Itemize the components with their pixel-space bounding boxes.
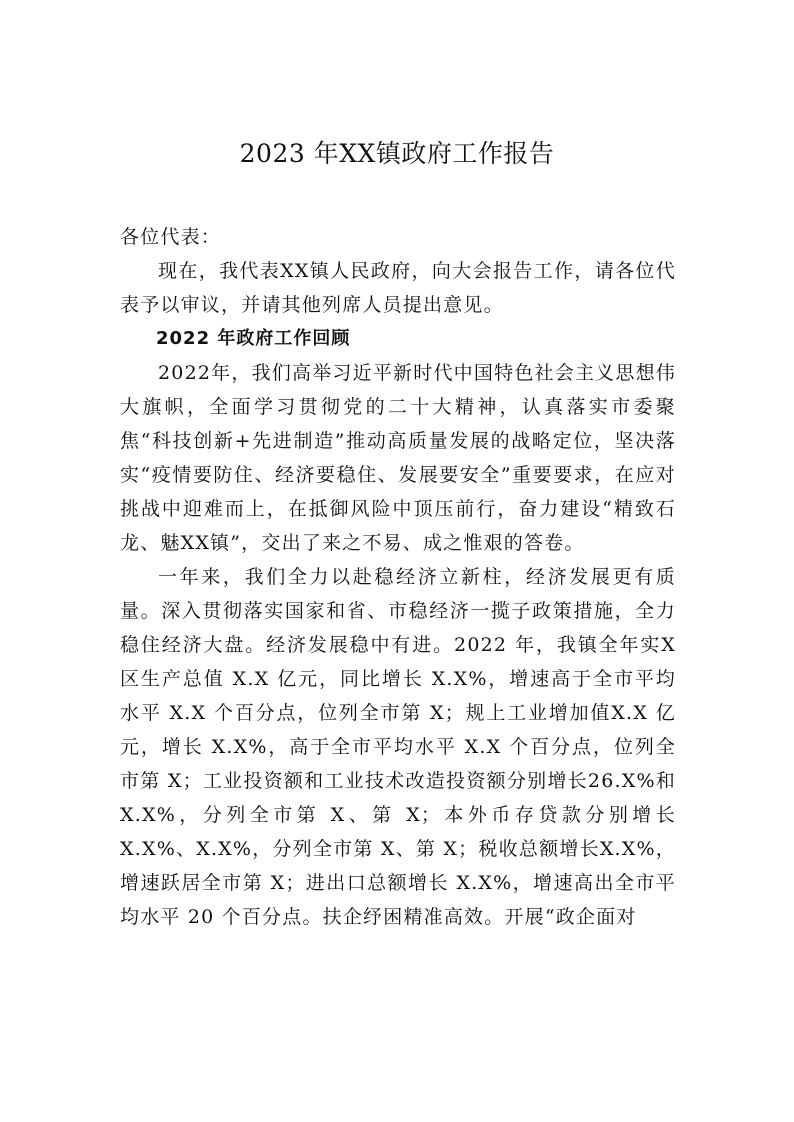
- economy-paragraph: 一年来，我们全力以赴稳经济立新柱，经济发展更有质量。深入贯彻落实国家和省、市稳经济一揽子政策措施，全力稳住经济大盘。经济发展稳中有进。2022 年，我镇全年实X区生产总值 X.X 亿元，同比增长 X.X%，增速高于全市平均水平 X.X 个百分点，位列全市第 X；规上工业增加值X.X 亿元，增长 X.X%，高于全市平均水平 X.X 个百分点，位列全市第 X；工业投资额和工业技术改造投资额分别增长26.X%和 X.X%，分列全市第 X、第 X；本外币存贷款分别增长 X.X%、X.X%，分列全市第 X、第 X；税收总额增长X.X%， 增速跃居全市第 X；进出口总额增长 X.X%，增速高出全市平均水平 20 个百分点。扶企纾困精准高效。开展“政企面对: [120, 566, 676, 928]
- document-body: [120, 220, 676, 934]
- intro-paragraph: 现在，我代表XX镇人民政府，向大会报告工作，请各位代表予以审议，并请其他列席人员提出意见。: [120, 260, 676, 316]
- document-title: 2023 年XX镇政府工作报告: [239, 139, 555, 168]
- review-paragraph: 2022年，我们高举习近平新时代中国特色社会主义思想伟大旗帜，全面学习贯彻党的二十大精神，认真落实市委聚焦“科技创新+先进制造”推动高质量发展的战略定位，坚决落实“疫情要防住、经济要稳住、发展要安全”重要要求，在应对挑战中迎难而上，在抵御风险中顶压前行，奋力建设“精致石龙、魅XX镇”，交出了来之不易、成之惟艰的答卷。: [120, 362, 676, 554]
- salutation: 各位代表：: [120, 226, 222, 248]
- section-heading: 2022 年政府工作回顾: [156, 328, 351, 349]
